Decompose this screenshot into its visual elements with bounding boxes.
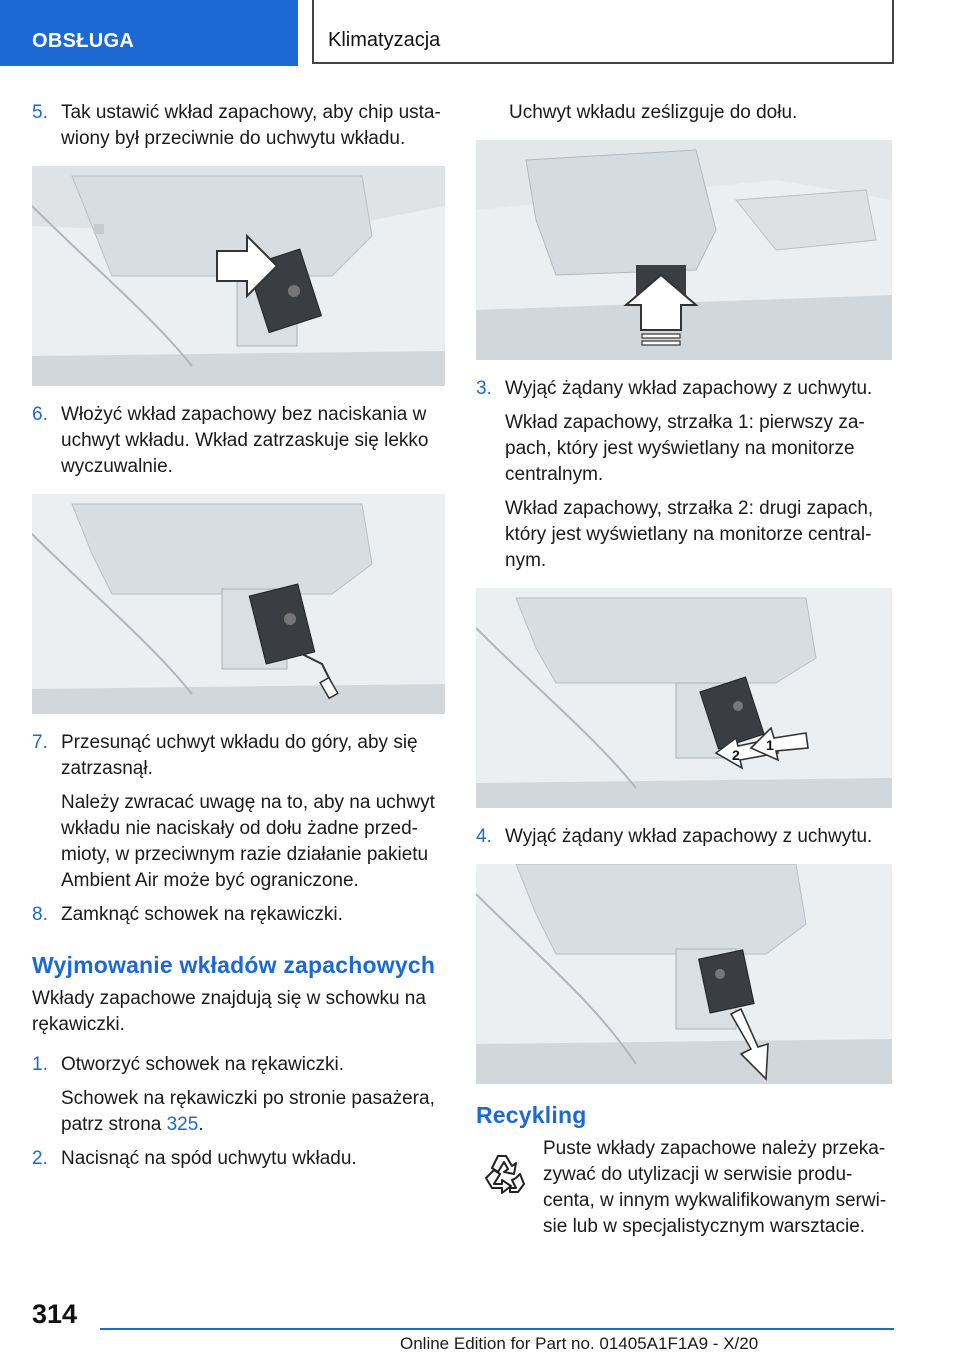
right-column — [476, 100, 892, 1240]
step-text: Włożyć wkład zapachowy bez naciskania w uchwyt wkładu. Wkład zatrzaskuje się lekko wyczuwalnie. — [61, 404, 429, 477]
arrow-label-2: 2 — [732, 747, 740, 763]
chapter-title: Klimatyzacja — [312, 0, 894, 64]
step-number: 2. — [32, 1148, 48, 1169]
figure-insert-cartridge — [32, 166, 445, 386]
step-number: 7. — [32, 732, 48, 753]
step-number: 5. — [32, 102, 48, 123]
section-intro: Wkłady zapachowe znajdują się w schowku na rękawiczki. — [32, 988, 426, 1035]
step-7-note: Należy zwracać uwagę na to, aby na uchwyt wkładu nie naciskały od dołu żadne przed-mioty, w przeciwnym razie działanie pakietu Ambient Air może być ograniczone. — [61, 792, 435, 891]
step-number: 6. — [32, 404, 48, 425]
recycling-icon — [480, 1148, 530, 1198]
note-text: Schowek na rękawiczki po stronie pasażera, patrz strona — [61, 1088, 435, 1135]
step-1 — [32, 1052, 445, 1078]
step-number: 4. — [476, 826, 492, 847]
step-5 — [32, 100, 445, 152]
note-punct: . — [198, 1114, 204, 1135]
step-8 — [32, 902, 445, 928]
step-text: Wyjąć żądany wkład zapachowy z uchwytu. — [505, 378, 873, 399]
step-3 — [476, 376, 892, 402]
step-text: Nacisnąć na spód uchwytu wkładu. — [61, 1148, 357, 1169]
page-reference-link[interactable]: 325 — [166, 1114, 199, 1135]
step-text: Wyjąć żądany wkład zapachowy z uchwytu. — [505, 826, 873, 847]
recycling-heading: Recykling — [476, 1102, 587, 1128]
step-1-note — [32, 1086, 445, 1138]
continuation-text: Uchwyt wkładu ześlizguje do dołu. — [509, 102, 798, 123]
step-2 — [32, 1146, 445, 1172]
figure-two-cartridges — [476, 588, 892, 808]
figure-cartridge-inserted — [32, 494, 445, 714]
step-number: 3. — [476, 378, 492, 399]
page-number: 314 — [32, 1299, 78, 1329]
arrow-label-1: 1 — [766, 737, 774, 753]
footer-edition: Online Edition for Part no. 01405A1F1A9 - X/20 — [400, 1334, 759, 1353]
step-text: Zamknąć schowek na rękawiczki. — [61, 904, 343, 925]
section-heading: Wyjmowanie wkładów zapachowych — [32, 952, 436, 978]
step-text: Tak ustawić wkład zapachowy, aby chip usta-wiony był przeciwnie do uchwytu wkładu. — [61, 102, 441, 149]
step-3-note-1: Wkład zapachowy, strzałka 1: pierwszy za-pach, który jest wyświetlany na monitorze centralnym. — [505, 412, 865, 485]
step-number: 1. — [32, 1054, 48, 1075]
figure-remove-cartridge — [476, 864, 892, 1084]
step-7 — [32, 730, 445, 782]
step-text: Przesunąć uchwyt wkładu do góry, aby się zatrzasnął. — [61, 732, 418, 779]
recycling-block — [476, 1136, 892, 1240]
recycling-paragraph: Puste wkłady zapachowe należy przeka-zywać do utylizacji w serwisie produ-centa, w innym wykwalifikowanym serwi-sie lub w specjalistycznym warsztacie. — [543, 1138, 887, 1237]
step-3-note-2: Wkład zapachowy, strzałka 2: drugi zapach, który jest wyświetlany na monitorze central-nym. — [505, 498, 874, 571]
step-number: 8. — [32, 904, 48, 925]
step-6 — [32, 402, 445, 480]
left-column — [32, 100, 445, 1180]
recycling-text — [476, 1136, 892, 1240]
step-4 — [476, 824, 892, 850]
figure-holder-slides-down — [476, 140, 892, 360]
section-tab: OBSŁUGA — [0, 0, 298, 66]
footer-rule — [100, 1328, 894, 1330]
step-text: Otworzyć schowek na rękawiczki. — [61, 1054, 344, 1075]
